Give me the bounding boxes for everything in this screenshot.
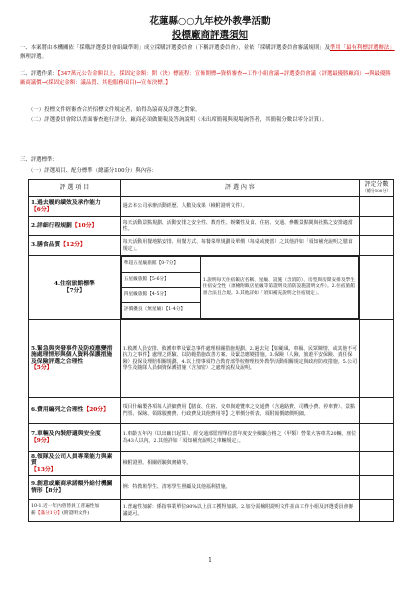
header-content: 評 選 內 容: [120, 180, 359, 197]
lodging-subtable: 準超五星級旅館【0-7分】 1.說明每天住宿飯店名稱、星級、設施（含消防）、房型與房間安排及學生住宿安全性（須檢附飯店星級等第證明及消防設施證明文件）。2.住宿旅館須合法且合規。3.其他詳如「須知補充說明之住宿規定」。 五星級旅館【5-6分】 四星級旅館【4-5分】 評價優良（無星級）【1-4分】: [121, 256, 359, 319]
table-row: 2.詳細行程規劃【10分】 每天活動景點規劃、活動安排之安全性、教育性、娛樂性及食、住宿、交通、參觀景點間與社點之安排適當性。: [29, 217, 394, 236]
document-title: 花蓮縣○○九年校外教學活動: [149, 16, 271, 27]
table-row: 8.領隊及公司人員專業能力與素質 【13分】 檢附證照、相關經驗與實績等。: [29, 452, 394, 476]
table-row: 5.緊急與突發事件及防疫應變措施處理情形與個人資料保護措施及保險評選之合理性 【5分】 1.救護人員安排、救護車準及緊急事件處理相關措施規劃。2.過去兒【如颱風、車禍、民眾陳情、或其他不可抗力之事件】處理之經驗、以防範措施改善方案、及緊急應變措施。3.保險（人險、旅遊平安保險、責任保險）投保及理賠相關規劃。4.以上情事須符合教育部學校辦理校外教學活動相關規定與政府防疫措施。5.公司學生及隨隊人員個資保護措施（含加密）之處理流程及說明。: [29, 320, 394, 398]
section-2: 二、評選作業：【347萬元公告金額以上，採固定金額：開（決）標流程：宣佈開標→資格審查→工作小組會議→評選委員會議（評選最優勝廠商）→與最優勝廠商議價→(採固定金額：議品質、其他服務項目)→宣布決標。】: [20, 71, 391, 86]
header-item: 評 選 項 目: [29, 180, 121, 197]
document-subtitle: 投標廠商評選須知: [171, 30, 248, 41]
section-2-1: （一）投標文件經審查合於招標文件規定者，始得為協商及評選之對象。: [28, 107, 201, 113]
section-3-1: （一）評選項目、配分標準（總滿分100分）與內容：: [28, 168, 157, 174]
section-1: 一、本案將由本機關依「採購評選委員會組織準則」成立採購評選委員會（下稱評選委員會），並依「採購評選委員會審議規則」及準用「最有利標評選辦法」辦理評選。: [20, 45, 395, 60]
table-row: 3.膳食品質【12分】 每天活動用餐地點安排、用餐方式、每餐菜單規劃及單價（每桌或便當）之其他詳如「須知補充說明之膳食規定」。: [29, 236, 394, 256]
table-row: 1.過去履約績效及承作能力 【6分】 過去本公司承辦活動經歷、人數及成果（檢附證明文件）。: [29, 197, 394, 217]
header-score: 評定分數 （總分100分）: [360, 180, 394, 197]
page-number: 1: [208, 557, 212, 564]
section-3: 三、評選標準：: [20, 157, 58, 163]
table-header-row: [29, 180, 394, 197]
table-row: 10-1.近一年內曾替員工普遍性加 薪【滿分1分】(附證明文件) 1.普遍性加薪：係指事業單位80%以上員工獲得加薪。2.加分需檢附證明文件並由工作小組及評選委員會審議認可。: [29, 500, 394, 522]
table-row: 9.創意或廠商承諾額外給付機關情形【8分】 例：特教班學生、清寒學生照顧及其他福利措施。: [29, 476, 394, 500]
table-row: 4.住宿旅館標準 【7分】 準超五星級旅館【0-7分】 1.說明每天住宿飯店名稱、星級、設施（含消防）、房型與房間安排及學生住宿安全性（須檢附飯店星級等第證明及消防設施證明文件）。2.住宿旅館須合法且合規。3.其他詳如「須知補充說明之住宿規定」。 五星級旅館【5-6分】 四星級旅館【4-5分】 評價優良（無星級）【1-4分】: [29, 256, 394, 320]
table-row: 7.車輛及內裝舒適與安全度 【9分】 1.車齡五年內（以出廠日起算）、經交通部監理單位當年度安全檢驗合格之（甲類）營業大客車共20輛，座位為43人以內。2.其他詳如「須知補充說明之車輛規定」。: [29, 424, 394, 452]
table-row: 6.費用編列之合理性【20分】 項目什編製各項每人詳細費用【膳食、住宿、交車與遊覽車之交通費（含過路費、司機小費、停車費）、景點門票、保險、領隊服務費、行政費及其他費用等】之單價分析表，須附報價總價明細。: [29, 398, 394, 424]
section-2-2: （二）評選委員會除以書面審查進行評分，廠商必須做簡報及答詢說明（未出席簡報與現場詢答者，其簡報分數以零分計算）。: [28, 117, 328, 123]
scoring-table: [28, 179, 394, 522]
